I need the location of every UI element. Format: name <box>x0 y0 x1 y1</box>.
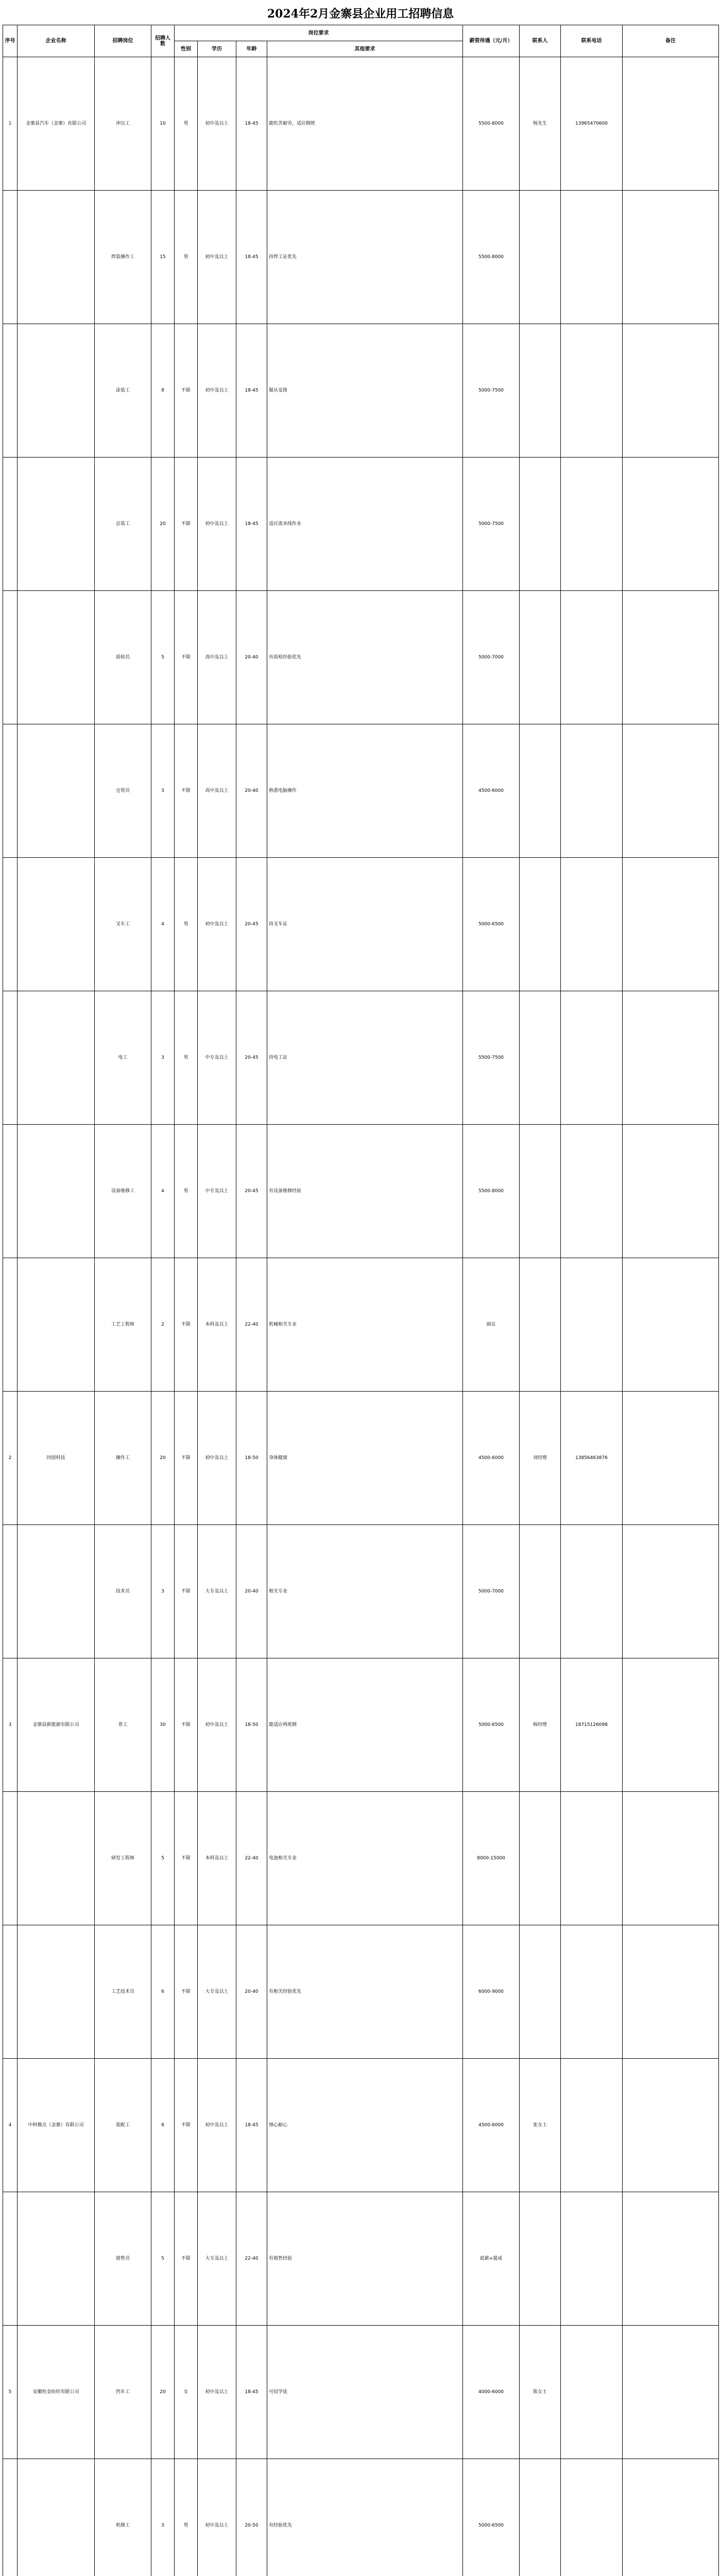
header-phone: 联系电话 <box>561 25 623 57</box>
header-requirements: 岗位要求 <box>175 25 463 41</box>
cell-gender: 不限 <box>175 1258 198 1392</box>
cell-salary: 5500-7500 <box>463 991 520 1125</box>
cell-count: 4 <box>151 858 175 991</box>
cell-position: 工艺技术员 <box>95 1925 151 2059</box>
cell-phone <box>561 724 623 858</box>
cell-education: 本科及以上 <box>198 1792 236 1925</box>
cell-contact <box>520 2192 561 2326</box>
cell-req: 有质检经验优先 <box>267 591 463 724</box>
cell-remark <box>623 1658 719 1792</box>
table-row <box>3 2059 719 2192</box>
table-row <box>3 324 719 457</box>
cell-gender: 不限 <box>175 1658 198 1792</box>
cell-contact: 陈女士 <box>520 2326 561 2459</box>
cell-contact <box>520 1792 561 1925</box>
cell-position: 机修工 <box>95 2459 151 2576</box>
cell-age: 20-40 <box>236 724 267 858</box>
cell-education: 初中及以上 <box>198 324 236 457</box>
cell-salary: 8000-15000 <box>463 1792 520 1925</box>
cell-phone <box>561 591 623 724</box>
cell-gender: 男 <box>175 858 198 991</box>
cell-company <box>18 724 95 858</box>
cell-education: 初中及以上 <box>198 858 236 991</box>
table-row <box>3 1525 719 1658</box>
job-table <box>3 25 719 2576</box>
cell-gender: 不限 <box>175 457 198 591</box>
cell-age: 18-50 <box>236 1392 267 1525</box>
header-position: 招聘岗位 <box>95 25 151 57</box>
cell-no: 3 <box>3 1658 18 1792</box>
cell-phone <box>561 1925 623 2059</box>
cell-remark <box>623 2459 719 2576</box>
cell-no <box>3 324 18 457</box>
cell-count: 3 <box>151 724 175 858</box>
cell-remark <box>623 1792 719 1925</box>
cell-position: 设备维修工 <box>95 1125 151 1258</box>
cell-age: 22-40 <box>236 1792 267 1925</box>
cell-company <box>18 1792 95 1925</box>
cell-contact <box>520 1125 561 1258</box>
cell-phone: 13965470600 <box>561 57 623 191</box>
cell-company <box>18 457 95 591</box>
cell-req: 能适应两班倒 <box>267 1658 463 1792</box>
cell-gender: 不限 <box>175 1925 198 2059</box>
cell-req: 有销售经验 <box>267 2192 463 2326</box>
table-row <box>3 1125 719 1258</box>
cell-contact <box>520 457 561 591</box>
cell-education: 初中及以上 <box>198 1392 236 1525</box>
header-age: 年龄 <box>236 41 267 57</box>
cell-company: 中科微点（金寨）有限公司 <box>18 2059 95 2192</box>
cell-company: 同创科技 <box>18 1392 95 1525</box>
cell-no <box>3 191 18 324</box>
cell-contact <box>520 724 561 858</box>
cell-gender: 男 <box>175 991 198 1125</box>
cell-contact <box>520 991 561 1125</box>
cell-age: 20-45 <box>236 858 267 991</box>
cell-education: 初中及以上 <box>198 2459 236 2576</box>
cell-position: 装配工 <box>95 2059 151 2192</box>
cell-phone <box>561 1258 623 1392</box>
cell-education: 高中及以上 <box>198 591 236 724</box>
cell-position: 涂装工 <box>95 324 151 457</box>
cell-age: 18-45 <box>236 2059 267 2192</box>
cell-salary: 6000-9000 <box>463 1925 520 2059</box>
cell-count: 5 <box>151 2192 175 2326</box>
header-contact: 联系人 <box>520 25 561 57</box>
cell-req: 可招学徒 <box>267 2326 463 2459</box>
cell-salary: 4500-6000 <box>463 724 520 858</box>
cell-education: 本科及以上 <box>198 1258 236 1392</box>
cell-remark <box>623 1392 719 1525</box>
cell-position: 质检员 <box>95 591 151 724</box>
cell-gender: 不限 <box>175 1525 198 1658</box>
cell-req: 机械相关专业 <box>267 1258 463 1392</box>
cell-remark <box>623 191 719 324</box>
cell-count: 8 <box>151 324 175 457</box>
cell-position: 总装工 <box>95 457 151 591</box>
cell-education: 初中及以上 <box>198 2326 236 2459</box>
cell-count: 20 <box>151 1392 175 1525</box>
cell-education: 初中及以上 <box>198 191 236 324</box>
cell-age: 18-50 <box>236 1658 267 1792</box>
cell-count: 15 <box>151 191 175 324</box>
cell-salary: 5000-6500 <box>463 1658 520 1792</box>
cell-company <box>18 858 95 991</box>
cell-salary: 5000-7500 <box>463 324 520 457</box>
cell-position: 挡车工 <box>95 2326 151 2459</box>
cell-no <box>3 2459 18 2576</box>
table-row <box>3 57 719 191</box>
header-count: 招聘人数 <box>151 25 175 57</box>
cell-gender: 不限 <box>175 324 198 457</box>
cell-position: 仓管员 <box>95 724 151 858</box>
cell-count: 20 <box>151 2326 175 2459</box>
cell-remark <box>623 2326 719 2459</box>
table-row <box>3 858 719 991</box>
cell-company <box>18 591 95 724</box>
cell-phone <box>561 2459 623 2576</box>
cell-age: 20-40 <box>236 591 267 724</box>
cell-salary: 5500-8000 <box>463 57 520 191</box>
cell-education: 初中及以上 <box>198 457 236 591</box>
cell-company <box>18 2192 95 2326</box>
cell-gender: 男 <box>175 191 198 324</box>
cell-phone <box>561 2192 623 2326</box>
table-row <box>3 2326 719 2459</box>
cell-contact: 杨先生 <box>520 57 561 191</box>
table-row <box>3 1658 719 1792</box>
cell-age: 20-45 <box>236 991 267 1125</box>
cell-no <box>3 1792 18 1925</box>
cell-age: 20-40 <box>236 1525 267 1658</box>
cell-position: 焊装操作工 <box>95 191 151 324</box>
cell-req: 有经验优先 <box>267 2459 463 2576</box>
cell-company: 安徽恒金纺织有限公司 <box>18 2326 95 2459</box>
cell-education: 大专及以上 <box>198 1925 236 2059</box>
table-row <box>3 1258 719 1392</box>
cell-phone: 13856463876 <box>561 1392 623 1525</box>
cell-salary: 4500-6000 <box>463 2059 520 2192</box>
cell-age: 18-45 <box>236 191 267 324</box>
cell-contact <box>520 1258 561 1392</box>
header-gender: 性别 <box>175 41 198 57</box>
cell-gender: 不限 <box>175 591 198 724</box>
cell-company <box>18 1258 95 1392</box>
cell-gender: 不限 <box>175 2192 198 2326</box>
cell-gender: 不限 <box>175 724 198 858</box>
cell-company: 金寨县汽车（金寨）有限公司 <box>18 57 95 191</box>
cell-no <box>3 1525 18 1658</box>
cell-count: 2 <box>151 1258 175 1392</box>
cell-age: 18-45 <box>236 2326 267 2459</box>
cell-age: 22-40 <box>236 2192 267 2326</box>
cell-remark <box>623 591 719 724</box>
cell-remark <box>623 1925 719 2059</box>
cell-count: 10 <box>151 57 175 191</box>
cell-req: 能吃苦耐劳，适应倒班 <box>267 57 463 191</box>
cell-no: 4 <box>3 2059 18 2192</box>
job-table-body <box>3 57 719 2576</box>
header-specific: 其他要求 <box>267 41 463 57</box>
cell-education: 初中及以上 <box>198 2059 236 2192</box>
cell-no: 1 <box>3 57 18 191</box>
cell-req: 有设备维修经验 <box>267 1125 463 1258</box>
table-row <box>3 591 719 724</box>
cell-gender: 男 <box>175 2459 198 2576</box>
cell-company: 金寨县新能源有限公司 <box>18 1658 95 1792</box>
cell-education: 中专及以上 <box>198 1125 236 1258</box>
cell-contact <box>520 591 561 724</box>
cell-remark <box>623 1258 719 1392</box>
cell-education: 大专及以上 <box>198 2192 236 2326</box>
cell-contact: 张女士 <box>520 2059 561 2192</box>
cell-contact: 杨经理 <box>520 1658 561 1792</box>
cell-salary: 5000-7000 <box>463 1525 520 1658</box>
cell-position: 操作工 <box>95 1392 151 1525</box>
cell-count: 20 <box>151 457 175 591</box>
table-row <box>3 1792 719 1925</box>
cell-req: 熟悉电脑操作 <box>267 724 463 858</box>
cell-phone <box>561 1125 623 1258</box>
cell-no <box>3 457 18 591</box>
cell-position: 叉车工 <box>95 858 151 991</box>
cell-count: 5 <box>151 1792 175 1925</box>
cell-gender: 不限 <box>175 2059 198 2192</box>
cell-count: 5 <box>151 591 175 724</box>
cell-count: 3 <box>151 1525 175 1658</box>
cell-position: 技术员 <box>95 1525 151 1658</box>
cell-company <box>18 2459 95 2576</box>
cell-education: 中专及以上 <box>198 991 236 1125</box>
cell-phone <box>561 2326 623 2459</box>
cell-req: 电池相关专业 <box>267 1792 463 1925</box>
cell-age: 20-50 <box>236 2459 267 2576</box>
cell-no <box>3 724 18 858</box>
cell-remark <box>623 57 719 191</box>
cell-no <box>3 1925 18 2059</box>
cell-phone: 18715126098 <box>561 1658 623 1792</box>
cell-contact <box>520 1525 561 1658</box>
cell-phone <box>561 858 623 991</box>
cell-gender: 男 <box>175 1125 198 1258</box>
cell-age: 20-45 <box>236 1125 267 1258</box>
cell-age: 18-45 <box>236 57 267 191</box>
cell-company <box>18 1125 95 1258</box>
cell-no: 2 <box>3 1392 18 1525</box>
cell-salary: 面议 <box>463 1258 520 1392</box>
cell-phone <box>561 1525 623 1658</box>
table-row <box>3 1925 719 2059</box>
page-title: 2024年2月金寨县企业用工招聘信息 <box>267 7 454 21</box>
cell-education: 高中及以上 <box>198 724 236 858</box>
cell-salary: 5500-8000 <box>463 191 520 324</box>
cell-position: 研发工程师 <box>95 1792 151 1925</box>
cell-req: 相关专业 <box>267 1525 463 1658</box>
cell-req: 有相关经验优先 <box>267 1925 463 2059</box>
cell-salary: 5000-6500 <box>463 858 520 991</box>
cell-req: 细心耐心 <box>267 2059 463 2192</box>
table-row <box>3 191 719 324</box>
cell-no: 5 <box>3 2326 18 2459</box>
cell-company <box>18 324 95 457</box>
cell-position: 电工 <box>95 991 151 1125</box>
header-no: 序号 <box>3 25 18 57</box>
cell-phone <box>561 457 623 591</box>
cell-gender: 女 <box>175 2326 198 2459</box>
cell-contact <box>520 191 561 324</box>
cell-no <box>3 2192 18 2326</box>
cell-req: 持叉车证 <box>267 858 463 991</box>
cell-salary: 4500-6000 <box>463 1392 520 1525</box>
cell-no <box>3 991 18 1125</box>
cell-no <box>3 591 18 724</box>
cell-education: 大专及以上 <box>198 1525 236 1658</box>
cell-remark <box>623 2059 719 2192</box>
cell-salary: 5500-8000 <box>463 1125 520 1258</box>
cell-phone <box>561 324 623 457</box>
cell-remark <box>623 457 719 591</box>
header-salary: 薪资待遇（元/月） <box>463 25 520 57</box>
cell-count: 3 <box>151 991 175 1125</box>
cell-no <box>3 1258 18 1392</box>
cell-remark <box>623 724 719 858</box>
cell-count: 8 <box>151 2059 175 2192</box>
cell-salary: 4000-6000 <box>463 2326 520 2459</box>
cell-phone <box>561 191 623 324</box>
cell-remark <box>623 1525 719 1658</box>
cell-position: 冲压工 <box>95 57 151 191</box>
cell-contact <box>520 2459 561 2576</box>
cell-company <box>18 991 95 1125</box>
cell-contact <box>520 1925 561 2059</box>
cell-contact <box>520 858 561 991</box>
cell-count: 6 <box>151 1925 175 2059</box>
cell-count: 4 <box>151 1125 175 1258</box>
cell-req: 身体健康 <box>267 1392 463 1525</box>
cell-salary: 5000-7500 <box>463 457 520 591</box>
header-company: 企业名称 <box>18 25 95 57</box>
cell-salary: 5000-6500 <box>463 2459 520 2576</box>
table-row <box>3 457 719 591</box>
cell-gender: 不限 <box>175 1392 198 1525</box>
cell-count: 30 <box>151 1658 175 1792</box>
cell-req: 持电工证 <box>267 991 463 1125</box>
cell-contact <box>520 324 561 457</box>
cell-phone <box>561 991 623 1125</box>
cell-position: 普工 <box>95 1658 151 1792</box>
cell-phone <box>561 1792 623 1925</box>
table-row <box>3 2459 719 2576</box>
cell-remark <box>623 991 719 1125</box>
table-row <box>3 2192 719 2326</box>
cell-company <box>18 1525 95 1658</box>
cell-salary: 5000-7000 <box>463 591 520 724</box>
cell-company <box>18 1925 95 2059</box>
cell-position: 工艺工程师 <box>95 1258 151 1392</box>
cell-position: 销售员 <box>95 2192 151 2326</box>
cell-no <box>3 1125 18 1258</box>
cell-remark <box>623 1125 719 1258</box>
cell-count: 3 <box>151 2459 175 2576</box>
cell-salary: 底薪+提成 <box>463 2192 520 2326</box>
cell-education: 初中及以上 <box>198 57 236 191</box>
cell-remark <box>623 324 719 457</box>
cell-age: 22-40 <box>236 1258 267 1392</box>
cell-req: 适应流水线作业 <box>267 457 463 591</box>
cell-company <box>18 191 95 324</box>
cell-age: 18-45 <box>236 324 267 457</box>
table-row <box>3 724 719 858</box>
cell-req: 服从安排 <box>267 324 463 457</box>
header-remark: 备注 <box>623 25 719 57</box>
cell-phone <box>561 2059 623 2192</box>
table-row <box>3 1392 719 1525</box>
cell-gender: 男 <box>175 57 198 191</box>
cell-remark <box>623 2192 719 2326</box>
header-education: 学历 <box>198 41 236 57</box>
cell-remark <box>623 858 719 991</box>
cell-age: 18-45 <box>236 457 267 591</box>
cell-req: 持焊工证优先 <box>267 191 463 324</box>
cell-contact: 刘经理 <box>520 1392 561 1525</box>
cell-no <box>3 858 18 991</box>
cell-gender: 不限 <box>175 1792 198 1925</box>
table-header-row <box>3 25 719 41</box>
table-row <box>3 991 719 1125</box>
cell-age: 20-40 <box>236 1925 267 2059</box>
cell-education: 初中及以上 <box>198 1658 236 1792</box>
